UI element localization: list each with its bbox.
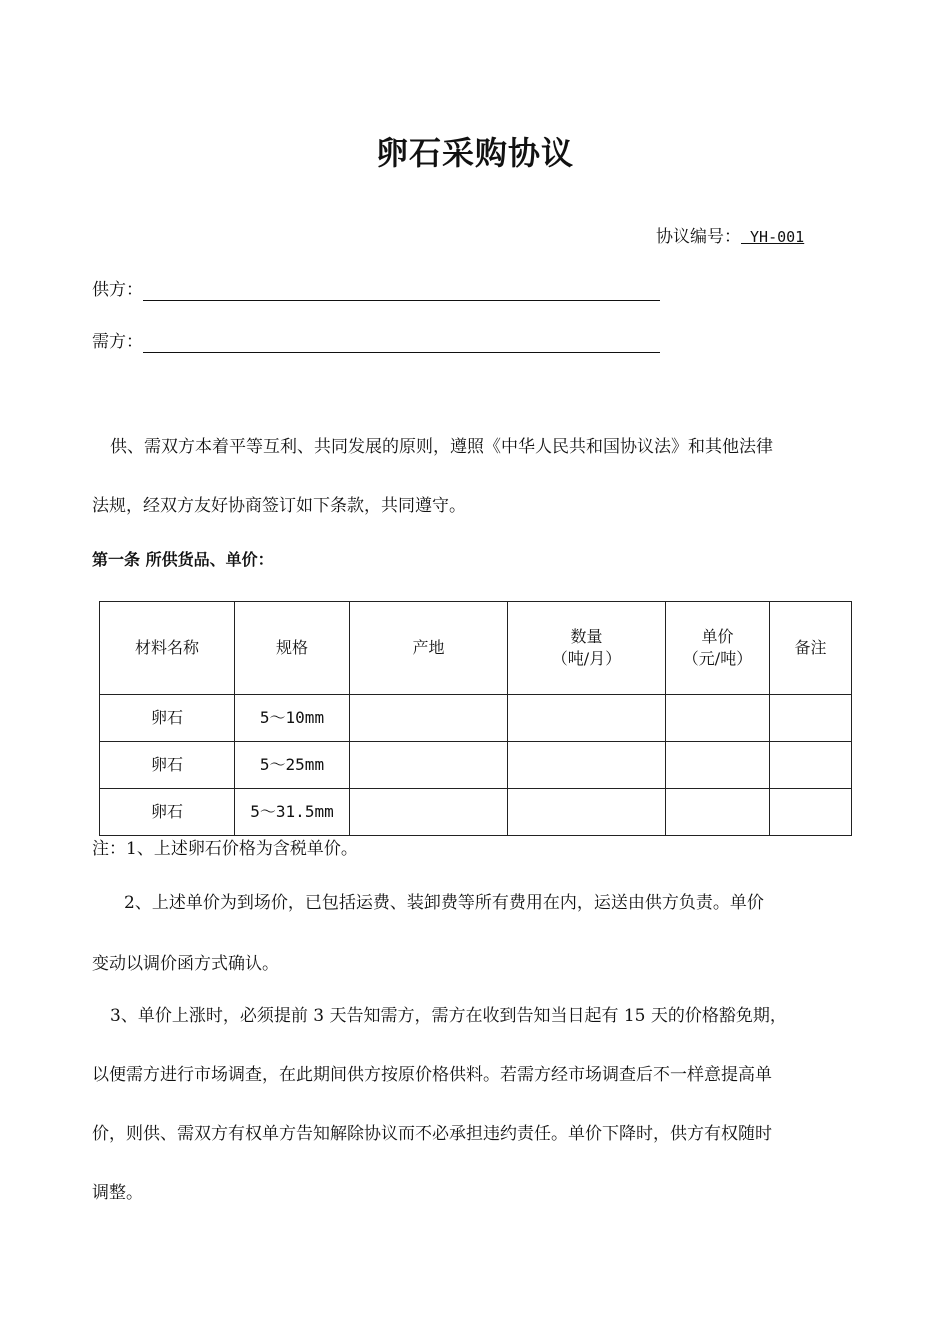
note-3-line-3: 价，则供、需双方有权单方告知解除协议而不必承担违约责任。单价下降时，供方有权随时 [92,1124,772,1144]
header-unit-price: 单价 （元/吨） [666,602,770,695]
buyer-field [92,330,660,353]
cell-remark[interactable] [770,695,852,742]
cell-remark[interactable] [770,742,852,789]
note-3-line-1: 3、单价上涨时，必须提前 3 天告知需方，需方在收到告知当日起有 15 天的价格豁免期， [110,1006,787,1026]
table-row [100,695,852,742]
cell-origin[interactable] [350,742,508,789]
cell-name: 卵石 [100,789,235,836]
goods-price-table [99,601,852,836]
buyer-label: 需方： [92,332,143,352]
agreement-number-label: 协议编号： [656,227,741,247]
intro-paragraph-line-1: 供、需双方本着平等互利、共同发展的原则，遵照《中华人民共和国协议法》和其他法律 [110,437,773,457]
note-3-line-4: 调整。 [92,1183,143,1203]
cell-spec: 5～31.5mm [235,789,350,836]
header-origin: 产地 [350,602,508,695]
header-quantity: 数量 （吨/月） [508,602,666,695]
cell-name: 卵石 [100,695,235,742]
note-1: 注：1、上述卵石价格为含税单价。 [92,839,358,859]
cell-origin[interactable] [350,695,508,742]
supplier-field [92,278,660,301]
article-1-heading: 第一条 所供货品、单价： [92,550,274,569]
cell-quantity[interactable] [508,742,666,789]
document-title: 卵石采购协议 [375,134,574,172]
header-remark: 备注 [770,602,852,695]
header-spec: 规格 [235,602,350,695]
note-3-line-2: 以便需方进行市场调查，在此期间供方按原价格供料。若需方经市场调查后不一样意提高单 [92,1065,772,1085]
intro-paragraph-line-2: 法规，经双方友好协商签订如下条款，共同遵守。 [92,496,466,516]
table-row [100,742,852,789]
table-header-row [100,602,852,695]
cell-remark[interactable] [770,789,852,836]
buyer-blank-line[interactable] [143,330,660,353]
cell-quantity[interactable] [508,789,666,836]
supplier-blank-line[interactable] [143,278,660,301]
note-2-line-2: 变动以调价函方式确认。 [92,954,279,974]
cell-price[interactable] [666,742,770,789]
table-row [100,789,852,836]
agreement-number-value: YH-001 [741,228,805,246]
supplier-label: 供方： [92,280,143,300]
cell-origin[interactable] [350,789,508,836]
cell-spec: 5～25mm [235,742,350,789]
cell-price[interactable] [666,695,770,742]
note-2-line-1: 2、上述单价为到场价，已包括运费、装卸费等所有费用在内，运送由供方负责。单价 [124,893,764,913]
agreement-number [656,226,804,248]
cell-spec: 5～10mm [235,695,350,742]
cell-quantity[interactable] [508,695,666,742]
cell-price[interactable] [666,789,770,836]
header-material-name: 材料名称 [100,602,235,695]
cell-name: 卵石 [100,742,235,789]
